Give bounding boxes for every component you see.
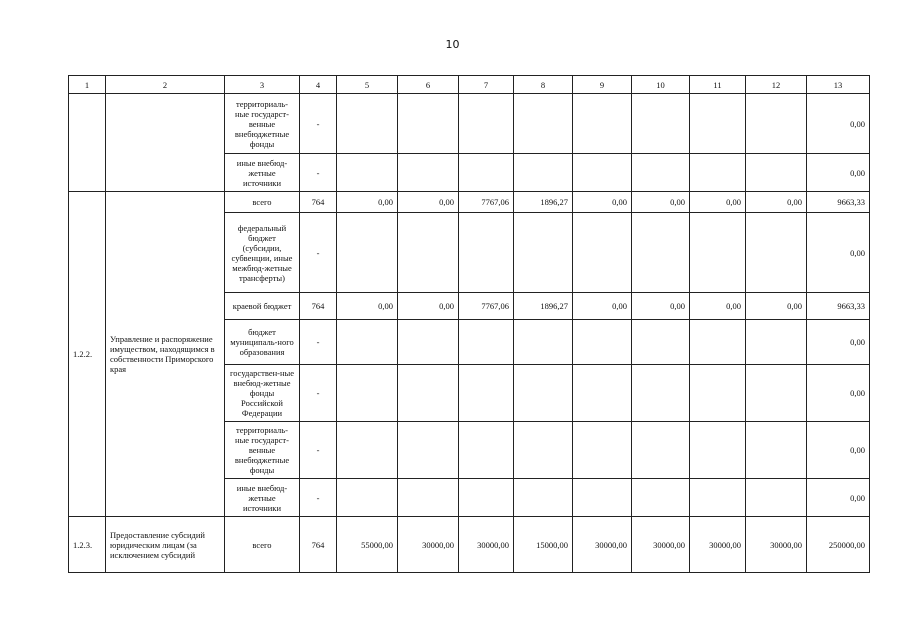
total-cell: 0,00 — [807, 365, 870, 422]
value-cell: 15000,00 — [514, 517, 573, 573]
value-cell — [514, 213, 573, 293]
value-cell — [459, 213, 514, 293]
value-cell — [337, 154, 398, 192]
column-header-row — [69, 76, 870, 94]
code-cell: - — [300, 213, 337, 293]
value-cell: 0,00 — [632, 192, 690, 213]
value-cell — [398, 320, 459, 365]
value-cell: 7767,06 — [459, 192, 514, 213]
budget-table — [68, 75, 870, 573]
total-cell: 250000,00 — [807, 517, 870, 573]
page-number: 10 — [445, 38, 460, 51]
column-header: 7 — [459, 76, 514, 94]
funding-source-cell: территориаль-ные государст-венные внебюджетные фонды — [225, 94, 300, 154]
total-cell: 0,00 — [807, 320, 870, 365]
total-cell: 0,00 — [807, 213, 870, 293]
value-cell — [573, 479, 632, 517]
value-cell: 0,00 — [337, 192, 398, 213]
value-cell — [690, 479, 746, 517]
value-cell: 0,00 — [398, 192, 459, 213]
value-cell — [398, 479, 459, 517]
funding-source-cell: государствен-ные внебюд-жетные фонды Российской Федерации — [225, 365, 300, 422]
value-cell — [459, 479, 514, 517]
value-cell — [632, 479, 690, 517]
value-cell — [398, 213, 459, 293]
value-cell — [690, 154, 746, 192]
column-header: 4 — [300, 76, 337, 94]
column-header: 8 — [514, 76, 573, 94]
total-cell: 0,00 — [807, 479, 870, 517]
column-header: 3 — [225, 76, 300, 94]
value-cell — [746, 320, 807, 365]
total-cell: 0,00 — [807, 422, 870, 479]
value-cell — [632, 422, 690, 479]
value-cell — [746, 94, 807, 154]
value-cell — [632, 213, 690, 293]
value-cell — [746, 213, 807, 293]
value-cell: 0,00 — [690, 192, 746, 213]
value-cell: 1896,27 — [514, 192, 573, 213]
value-cell: 30000,00 — [746, 517, 807, 573]
funding-source-cell: всего — [225, 192, 300, 213]
column-header: 1 — [69, 76, 106, 94]
total-cell: 9663,33 — [807, 192, 870, 213]
value-cell: 0,00 — [573, 192, 632, 213]
value-cell: 30000,00 — [398, 517, 459, 573]
value-cell — [573, 365, 632, 422]
code-cell: 764 — [300, 517, 337, 573]
funding-source-cell: иные внебюд-жетные источники — [225, 479, 300, 517]
column-header: 2 — [106, 76, 225, 94]
value-cell — [632, 365, 690, 422]
value-cell — [459, 94, 514, 154]
code-cell: - — [300, 422, 337, 479]
value-cell — [690, 365, 746, 422]
column-header: 12 — [746, 76, 807, 94]
total-cell: 0,00 — [807, 94, 870, 154]
value-cell — [337, 365, 398, 422]
value-cell: 30000,00 — [459, 517, 514, 573]
total-cell: 0,00 — [807, 154, 870, 192]
measure-name-cell: Управление и распоряжение имуществом, находящимся в собственности Приморского края — [106, 192, 225, 517]
value-cell — [690, 94, 746, 154]
code-cell: - — [300, 94, 337, 154]
value-cell: 0,00 — [573, 293, 632, 320]
value-cell — [632, 320, 690, 365]
value-cell — [398, 365, 459, 422]
value-cell — [573, 94, 632, 154]
column-header: 5 — [337, 76, 398, 94]
value-cell — [573, 422, 632, 479]
code-cell: 764 — [300, 192, 337, 213]
code-cell: - — [300, 479, 337, 517]
value-cell — [573, 154, 632, 192]
value-cell — [746, 479, 807, 517]
column-header: 13 — [807, 76, 870, 94]
section-number-cell: 1.2.3. — [69, 517, 106, 573]
funding-source-cell: всего — [225, 517, 300, 573]
value-cell — [398, 94, 459, 154]
table-row — [69, 192, 870, 213]
funding-source-cell: иные внебюд-жетные источники — [225, 154, 300, 192]
value-cell — [746, 154, 807, 192]
measure-name-cell — [106, 94, 225, 192]
value-cell: 0,00 — [337, 293, 398, 320]
value-cell — [337, 94, 398, 154]
value-cell — [746, 365, 807, 422]
value-cell — [514, 94, 573, 154]
value-cell — [514, 422, 573, 479]
value-cell — [632, 154, 690, 192]
value-cell — [514, 154, 573, 192]
value-cell — [337, 320, 398, 365]
section-number-cell: 1.2.2. — [69, 192, 106, 517]
value-cell: 55000,00 — [337, 517, 398, 573]
value-cell — [398, 422, 459, 479]
value-cell — [337, 479, 398, 517]
value-cell — [459, 365, 514, 422]
value-cell — [690, 422, 746, 479]
code-cell: - — [300, 365, 337, 422]
column-header: 9 — [573, 76, 632, 94]
value-cell — [514, 320, 573, 365]
value-cell — [632, 94, 690, 154]
funding-source-cell: федеральный бюджет (субсидии, субвенции, иные межбюд-жетные трансферты) — [225, 213, 300, 293]
column-header: 6 — [398, 76, 459, 94]
code-cell: - — [300, 320, 337, 365]
section-number-cell — [69, 94, 106, 192]
value-cell: 30000,00 — [632, 517, 690, 573]
value-cell: 30000,00 — [573, 517, 632, 573]
value-cell — [398, 154, 459, 192]
funding-source-cell: территориаль-ные государст-венные внебюджетные фонды — [225, 422, 300, 479]
code-cell: - — [300, 154, 337, 192]
code-cell: 764 — [300, 293, 337, 320]
value-cell — [514, 365, 573, 422]
value-cell — [573, 320, 632, 365]
value-cell: 30000,00 — [690, 517, 746, 573]
table-row — [69, 517, 870, 573]
column-header: 10 — [632, 76, 690, 94]
value-cell — [459, 422, 514, 479]
value-cell — [337, 213, 398, 293]
value-cell: 0,00 — [746, 192, 807, 213]
value-cell: 7767,06 — [459, 293, 514, 320]
value-cell — [514, 479, 573, 517]
value-cell — [459, 320, 514, 365]
value-cell: 0,00 — [632, 293, 690, 320]
value-cell — [690, 320, 746, 365]
measure-name-cell: Предоставление субсидий юридическим лицам (за исключением субсидий — [106, 517, 225, 573]
value-cell: 0,00 — [398, 293, 459, 320]
value-cell: 0,00 — [690, 293, 746, 320]
value-cell — [690, 213, 746, 293]
value-cell: 1896,27 — [514, 293, 573, 320]
value-cell — [337, 422, 398, 479]
funding-source-cell: бюджет муниципаль-ного образования — [225, 320, 300, 365]
value-cell: 0,00 — [746, 293, 807, 320]
table-row — [69, 94, 870, 154]
value-cell — [459, 154, 514, 192]
value-cell — [573, 213, 632, 293]
total-cell: 9663,33 — [807, 293, 870, 320]
column-header: 11 — [690, 76, 746, 94]
value-cell — [746, 422, 807, 479]
funding-source-cell: краевой бюджет — [225, 293, 300, 320]
